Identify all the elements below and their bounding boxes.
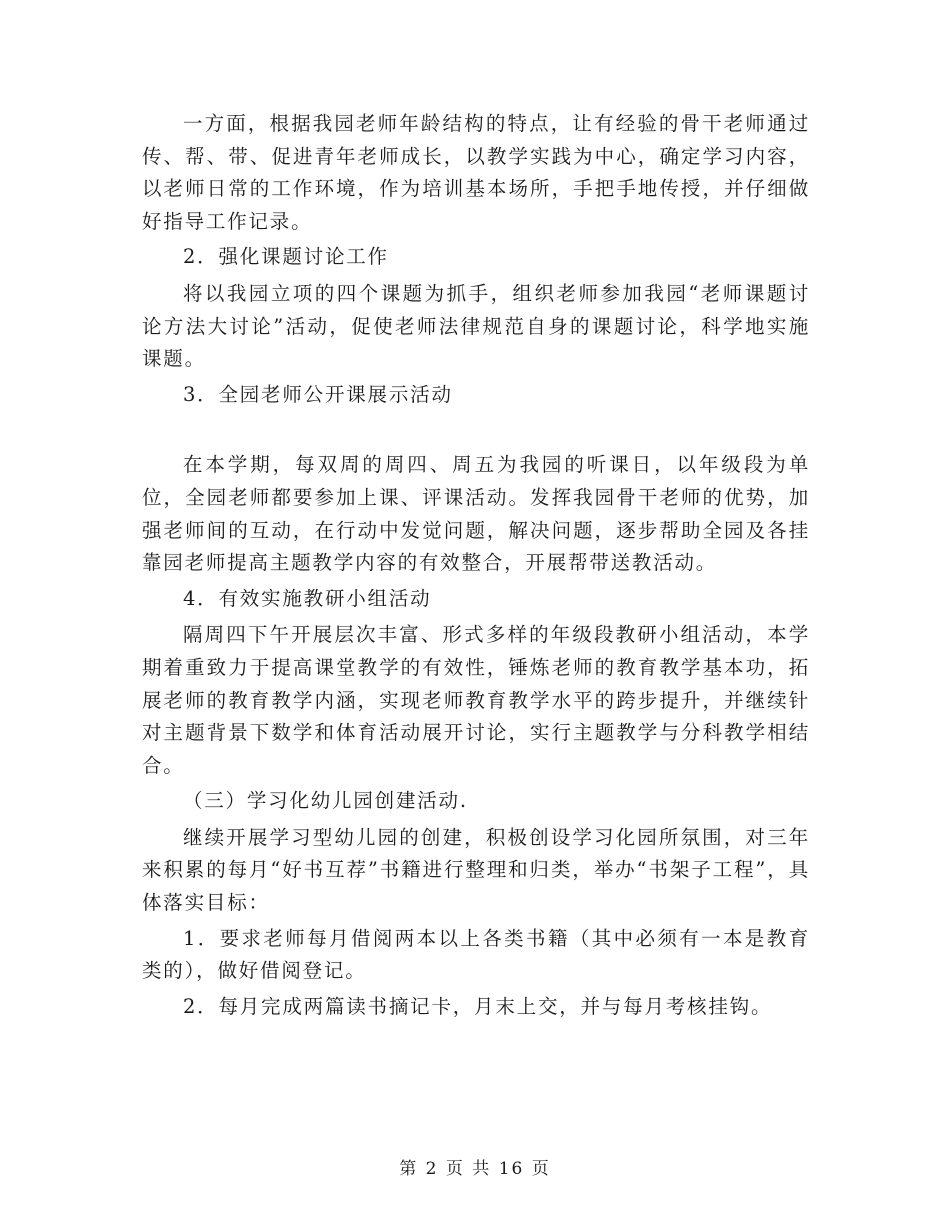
paragraph-research-topics: 将以我园立项的四个课题为抓手，组织老师参加我园“老师课题讨论方法大讨论”活动，促使老师法律规范自身的课题讨论，科学地实施课题。 (142, 281, 810, 371)
blank-line (142, 415, 810, 449)
paragraph-goal-1: 1．要求老师每月借阅两本以上各类书籍（其中必须有一本是教育类的），做好借阅登记。 (142, 926, 810, 983)
paragraph-open-classes: 在本学期，每双周的周四、周五为我园的听课日，以年级段为单位，全园老师都要参加上课、评课活动。发挥我园骨干老师的优势，加强老师间的互动，在行动中发觉问题，解决问题，逐步帮助全园及各挂靠园老师提高主题教学内容的有效整合，开展帮带送教活动。 (142, 453, 810, 575)
page-number-footer: 第 2 页 共 16 页 (399, 1159, 551, 1179)
heading-learning-kindergarten: （三）学习化幼儿园创建活动. (182, 789, 468, 813)
paragraph-learning-kindergarten: 继续开展学习型幼儿园的创建，积极创设学习化园所氛围，对三年来积累的每月“好书互荐”书籍进行整理和归类，举办“书架子工程”，具体落实目标： (142, 825, 810, 915)
document-body (142, 108, 810, 1026)
paragraph-mentoring: 一方面，根据我园老师年龄结构的特点，让有经验的骨干老师通过传、帮、带、促进青年老师成长，以教学实践为中心，确定学习内容，以老师日常的工作环境，作为培训基本场所，手把手地传授，并仔细做好指导工作记录。 (142, 112, 810, 233)
heading-research-topics: 2．强化课题讨论工作 (182, 245, 389, 269)
paragraph-research-groups: 隔周四下午开展层次丰富、形式多样的年级段教研小组活动，本学期着重致力于提高课堂教学的有效性，锤炼老师的教育教学基本功，拓展老师的教育教学内涵，实现老师教育教学水平的跨步提升，并继续针对主题背景下数学和体育活动展开讨论，实行主题教学与分科教学相结合。 (142, 623, 810, 777)
paragraph-goal-2: 2．每月完成两篇读书摘记卡，月末上交，并与每月考核挂钩。 (182, 994, 773, 1018)
heading-research-groups: 4．有效实施教研小组活动 (182, 586, 432, 610)
heading-open-classes: 3．全园老师公开课展示活动 (182, 382, 453, 406)
